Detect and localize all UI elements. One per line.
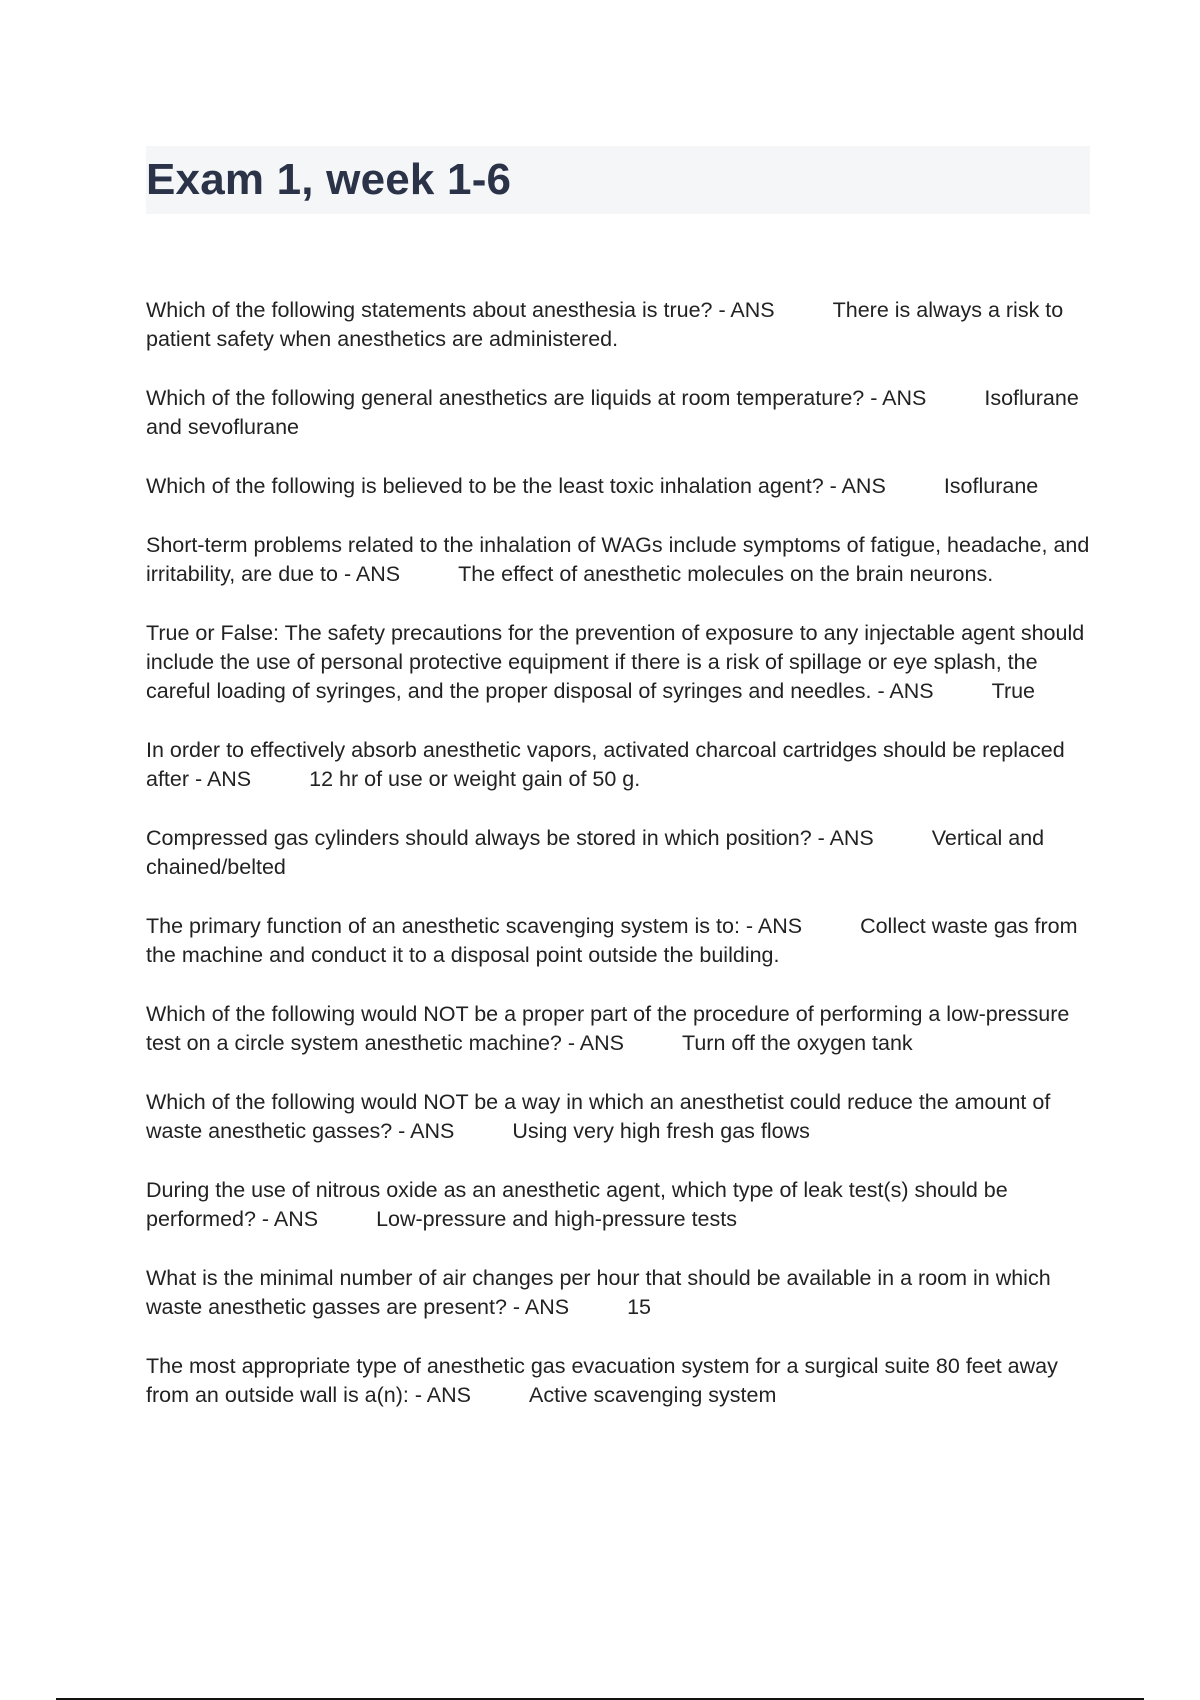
qa-item: [146, 1176, 1090, 1234]
qa-item: [146, 1088, 1090, 1146]
question-text: Compressed gas cylinders should always be stored in which position? - ANS: [146, 826, 874, 850]
question-text: The primary function of an anesthetic scavenging system is to: - ANS: [146, 914, 803, 938]
qa-item: [146, 912, 1090, 970]
qa-item: [146, 1264, 1090, 1322]
answer-text: Isoflurane: [943, 474, 1039, 498]
qa-list: [146, 296, 1090, 1440]
answer-text: There is always a risk to patient safety when anesthetics are administered.: [146, 298, 1064, 351]
question-text: During the use of nitrous oxide as an anesthetic agent, which type of leak test(s) should be performed? - ANS: [146, 1178, 1008, 1231]
answer-text: Low-pressure and high-pressure tests: [376, 1207, 737, 1231]
qa-item: [146, 384, 1090, 442]
answer-text: Turn off the oxygen tank: [682, 1031, 913, 1055]
question-text: In order to effectively absorb anesthetic vapors, activated charcoal cartridges should be replaced after - ANS: [146, 738, 1065, 791]
answer-text: Collect waste gas from the machine and conduct it to a disposal point outside the building.: [146, 914, 1078, 967]
question-text: Which of the following statements about anesthesia is true? - ANS: [146, 298, 775, 322]
question-text: Short-term problems related to the inhalation of WAGs include symptoms of fatigue, headache, and irritability, are due to - ANS: [146, 533, 1090, 586]
title-band: [146, 146, 1090, 214]
question-text: Which of the following general anesthetics are liquids at room temperature? - ANS: [146, 386, 927, 410]
answer-text: Vertical and chained/belted: [146, 826, 1045, 879]
answer-text: The effect of anesthetic molecules on the brain neurons.: [458, 562, 994, 586]
qa-item: [146, 296, 1090, 354]
question-text: Which of the following would NOT be a proper part of the procedure of performing a low-pressure test on a circle system anesthetic machine? - ANS: [146, 1002, 1070, 1055]
answer-text: Using very high fresh gas flows: [512, 1119, 810, 1143]
question-text: True or False: The safety precautions for the prevention of exposure to any injectable agent should include the use of personal protective equipment if there is a risk of spillage or eye splash, the careful loading of syringes, and the proper disposal of syringes and needles. - ANS: [146, 621, 1085, 703]
qa-item: [146, 736, 1090, 794]
question-text: Which of the following is believed to be the least toxic inhalation agent? - ANS: [146, 474, 886, 498]
qa-item: [146, 1352, 1090, 1410]
question-text: The most appropriate type of anesthetic gas evacuation system for a surgical suite 80 feet away from an outside wall is a(n): - ANS: [146, 1354, 1058, 1407]
page-title: Exam 1, week 1-6: [146, 155, 512, 204]
qa-item: [146, 619, 1090, 706]
qa-item: [146, 824, 1090, 882]
qa-item: [146, 531, 1090, 589]
qa-item: [146, 1000, 1090, 1058]
answer-text: Active scavenging system: [529, 1383, 777, 1407]
answer-text: True: [991, 679, 1036, 703]
question-text: What is the minimal number of air changes per hour that should be available in a room in which waste anesthetic gasses are present? - ANS: [146, 1266, 1051, 1319]
answer-text: 12 hr of use or weight gain of 50 g.: [309, 767, 641, 791]
answer-text: Isoflurane and sevoflurane: [146, 386, 1079, 439]
question-text: Which of the following would NOT be a way in which an anesthetist could reduce the amount of waste anesthetic gasses? - ANS: [146, 1090, 1051, 1143]
qa-item: [146, 472, 1090, 501]
answer-text: 15: [627, 1295, 651, 1319]
